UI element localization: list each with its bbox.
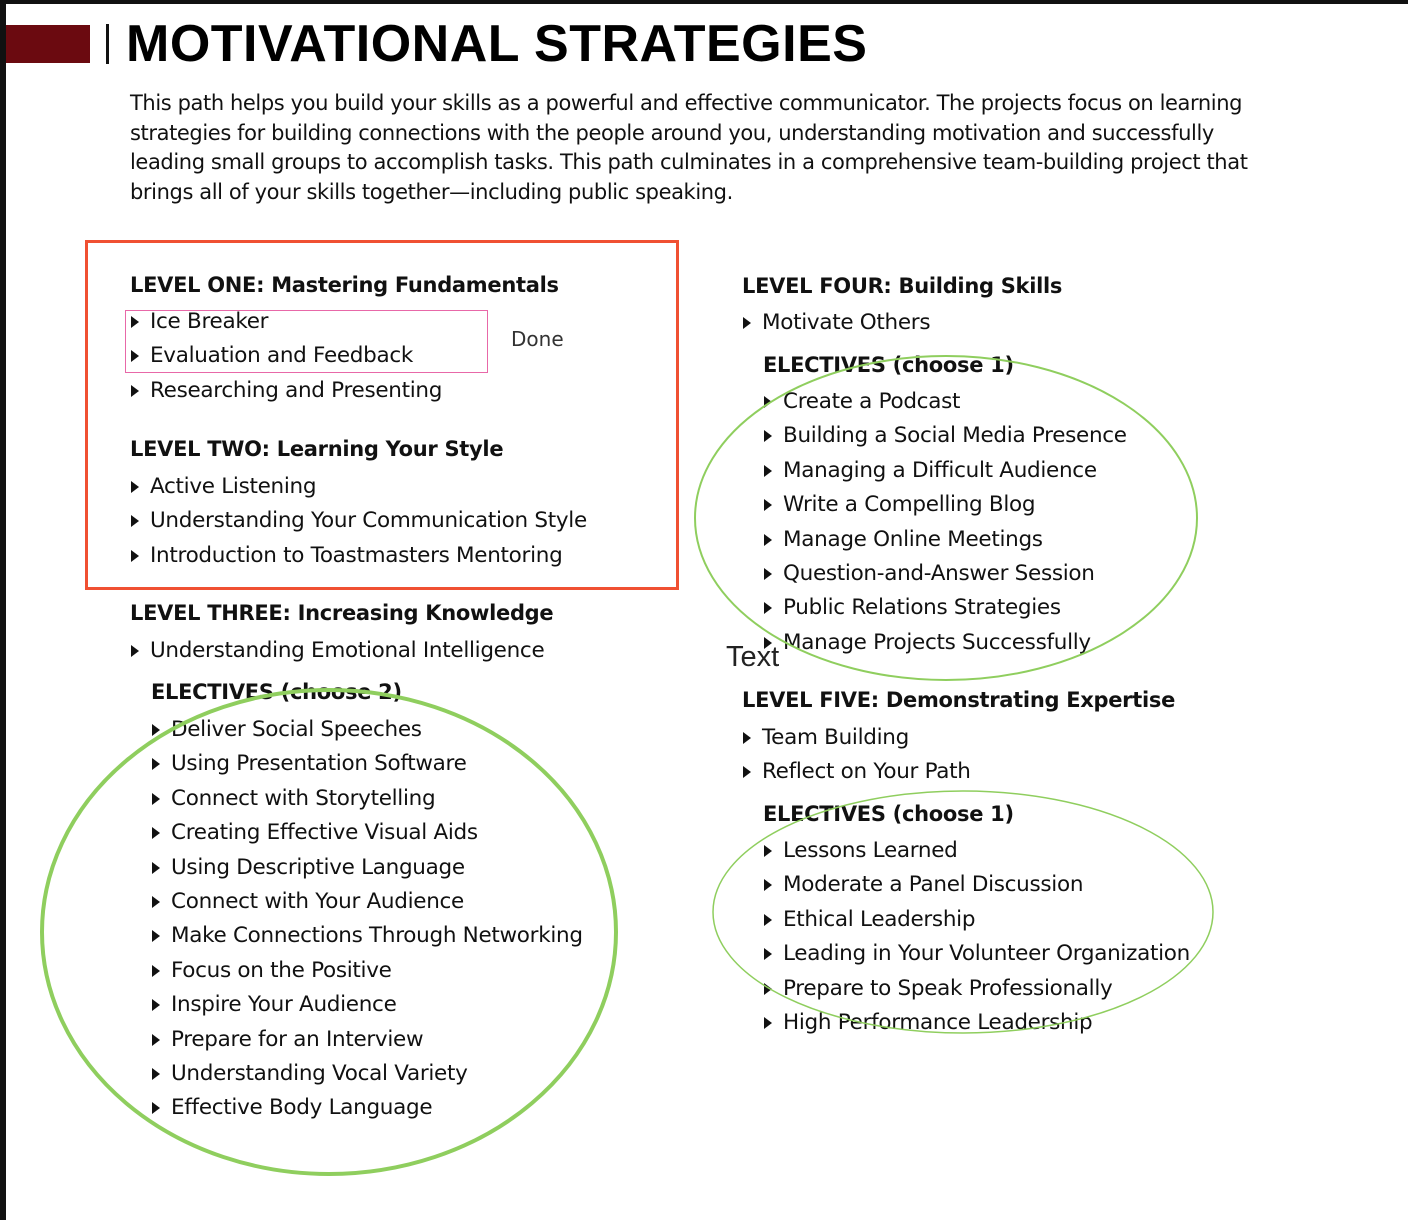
bullet-arrow-icon: [764, 534, 772, 546]
level-two-heading: LEVEL TWO: Learning Your Style: [130, 437, 504, 461]
list-item-label: Managing a Difficult Audience: [783, 457, 1097, 483]
list-item-label: Understanding Your Communication Style: [150, 508, 587, 534]
bullet-arrow-icon: [764, 914, 772, 926]
bullet-arrow-icon: [152, 1034, 160, 1046]
list-item-label: Researching and Presenting: [150, 377, 443, 403]
list-item: [763, 385, 1127, 419]
list-item-label: High Performance Leadership: [783, 1009, 1093, 1035]
list-item: [763, 868, 1190, 902]
bullet-arrow-icon: [764, 465, 772, 477]
bullet-arrow-icon: [743, 317, 751, 329]
done-annotation: Done: [511, 327, 564, 351]
list-item: [151, 919, 583, 953]
list-item: [763, 419, 1127, 453]
list-item-label: Manage Projects Successfully: [783, 629, 1091, 655]
list-item-label: Ice Breaker: [150, 309, 269, 334]
bullet-arrow-icon: [764, 983, 772, 995]
list-item-label: Using Descriptive Language: [171, 854, 465, 880]
list-item-label: Moderate a Panel Discussion: [783, 872, 1084, 898]
level-three-electives-list: [151, 713, 583, 1126]
list-item: [130, 634, 544, 668]
list-item: [763, 834, 1190, 868]
list-item: [151, 713, 583, 747]
list-item: [151, 816, 583, 850]
bullet-arrow-icon: [743, 732, 751, 744]
list-item-label: Lessons Learned: [783, 838, 958, 863]
list-item: [151, 782, 583, 816]
text-annotation: Text: [726, 641, 780, 673]
level-four-heading: LEVEL FOUR: Building Skills: [742, 274, 1063, 298]
list-item-label: Deliver Social Speeches: [171, 717, 422, 742]
title-divider: [106, 24, 109, 64]
bullet-arrow-icon: [764, 396, 772, 408]
level-three-heading: LEVEL THREE: Increasing Knowledge: [130, 601, 554, 625]
bullet-arrow-icon: [152, 965, 160, 977]
bullet-arrow-icon: [152, 724, 160, 736]
list-item: [763, 1006, 1190, 1040]
list-item: [763, 557, 1127, 591]
list-item-label: Reflect on Your Path: [762, 759, 971, 785]
level-five-heading: LEVEL FIVE: Demonstrating Expertise: [742, 688, 1176, 712]
list-item: [763, 523, 1127, 557]
bullet-arrow-icon: [152, 1068, 160, 1080]
levels-one-two-highlight-box: [85, 240, 679, 590]
list-item: [742, 306, 930, 340]
list-item-label: Team Building: [762, 725, 909, 750]
intro-paragraph: This path helps you build your skills as a powerful and effective communicator. The projects focus on learning strategies for building connections with the people around you, understanding motivation and successfully leading small groups to accomplish tasks. This path culminates in a comprehensive team-building project that brings all of your skills together—including public speaking.: [130, 91, 1248, 204]
level-three-electives-heading: ELECTIVES (choose 2): [151, 680, 402, 704]
bullet-arrow-icon: [764, 602, 772, 614]
level-five-electives-list: [763, 834, 1190, 1040]
list-item: [151, 851, 583, 885]
list-item: [151, 885, 583, 919]
list-item-label: Ethical Leadership: [783, 906, 976, 932]
bullet-arrow-icon: [152, 827, 160, 839]
level-four-electives-heading: ELECTIVES (choose 1): [763, 353, 1014, 377]
bullet-arrow-icon: [131, 645, 139, 657]
list-item-label: Write a Compelling Blog: [783, 492, 1036, 518]
bullet-arrow-icon: [764, 845, 772, 857]
list-item-label: Inspire Your Audience: [171, 992, 397, 1018]
list-item-label: Building a Social Media Presence: [783, 423, 1127, 449]
title-accent-bar: [6, 25, 90, 63]
list-item-label: Create a Podcast: [783, 389, 961, 414]
bullet-arrow-icon: [152, 758, 160, 770]
top-border: [0, 0, 1408, 4]
list-item: [763, 591, 1127, 625]
list-item-label: Evaluation and Feedback: [150, 343, 414, 369]
list-item: [763, 488, 1127, 522]
list-item-label: Prepare to Speak Professionally: [783, 975, 1113, 1001]
level-five-electives-heading: ELECTIVES (choose 1): [763, 802, 1014, 826]
left-border: [0, 0, 6, 1220]
list-item-label: Creating Effective Visual Aids: [171, 820, 478, 846]
list-item: [151, 988, 583, 1022]
list-item-label: Active Listening: [150, 474, 317, 499]
list-item: [151, 1057, 583, 1091]
list-item-label: Understanding Emotional Intelligence: [150, 638, 545, 663]
bullet-arrow-icon: [152, 862, 160, 874]
list-item-label: Manage Online Meetings: [783, 526, 1043, 552]
level-one-heading: LEVEL ONE: Mastering Fundamentals: [130, 273, 559, 297]
level-three-list: [130, 634, 544, 668]
list-item-label: Leading in Your Volunteer Organization: [783, 941, 1190, 967]
bullet-arrow-icon: [764, 430, 772, 442]
level-four-electives-list: [763, 385, 1127, 660]
bullet-arrow-icon: [764, 879, 772, 891]
list-item-label: Understanding Vocal Variety: [171, 1060, 468, 1086]
page-title: MOTIVATIONAL STRATEGIES: [126, 15, 868, 73]
list-item-label: Connect with Storytelling: [171, 785, 436, 811]
bullet-arrow-icon: [152, 793, 160, 805]
bullet-arrow-icon: [152, 930, 160, 942]
list-item-label: Connect with Your Audience: [171, 888, 464, 914]
list-item: [151, 1091, 583, 1125]
bullet-arrow-icon: [743, 766, 751, 778]
level-five-list: [742, 721, 971, 790]
list-item-label: Effective Body Language: [171, 1095, 433, 1121]
list-item-label: Using Presentation Software: [171, 751, 467, 777]
list-item: [151, 1023, 583, 1057]
bullet-arrow-icon: [152, 896, 160, 908]
bullet-arrow-icon: [764, 499, 772, 511]
completed-items-highlight-box: [125, 310, 488, 373]
list-item: [763, 972, 1190, 1006]
list-item: [151, 747, 583, 781]
list-item-label: Prepare for an Interview: [171, 1026, 424, 1052]
list-item-label: Make Connections Through Networking: [171, 923, 583, 949]
bullet-arrow-icon: [764, 948, 772, 960]
list-item: [763, 937, 1190, 971]
list-item-label: Public Relations Strategies: [783, 595, 1061, 621]
list-item: [742, 721, 971, 755]
bullet-arrow-icon: [764, 568, 772, 580]
list-item: [763, 454, 1127, 488]
list-item-label: Question-and-Answer Session: [783, 560, 1095, 586]
bullet-arrow-icon: [152, 999, 160, 1011]
level-four-list: [742, 306, 930, 340]
list-item-label: Focus on the Positive: [171, 957, 392, 983]
list-item: [742, 755, 971, 789]
list-item: [763, 903, 1190, 937]
bullet-arrow-icon: [764, 1017, 772, 1029]
list-item: [151, 954, 583, 988]
list-item-label: Introduction to Toastmasters Mentoring: [150, 542, 563, 568]
list-item: [763, 626, 1127, 660]
bullet-arrow-icon: [152, 1102, 160, 1114]
list-item-label: Motivate Others: [762, 310, 931, 335]
